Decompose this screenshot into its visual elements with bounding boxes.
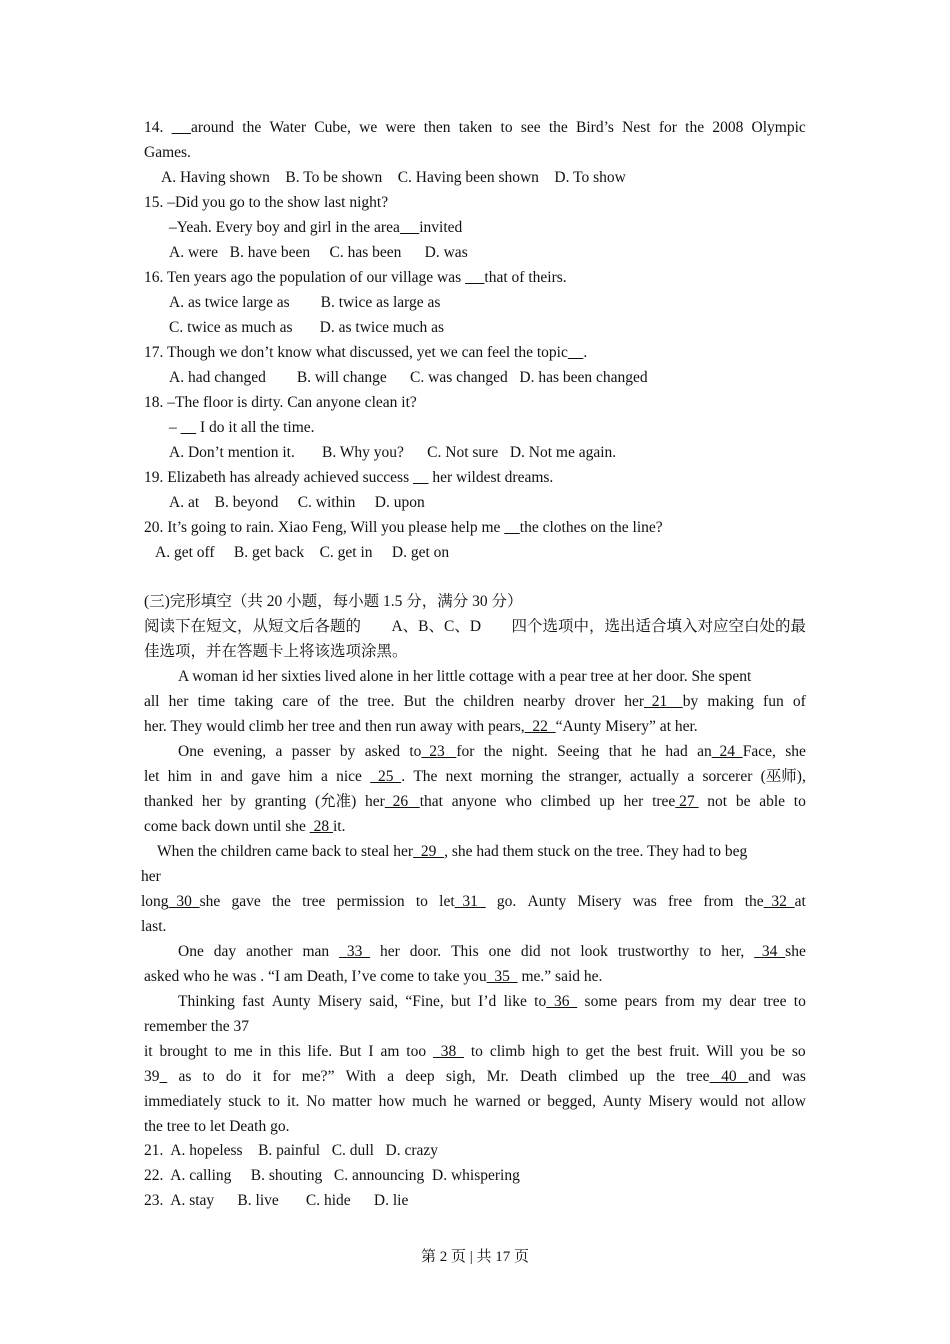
text-line: 15. –Did you go to the show last night?: [144, 194, 389, 211]
word: man: [302, 943, 330, 960]
answer-blank: 33: [339, 943, 371, 960]
word: him: [288, 768, 313, 785]
word: allow: [771, 1093, 806, 1110]
word: deep: [405, 1068, 435, 1085]
word: gave: [251, 768, 281, 785]
word: children: [463, 693, 515, 710]
text-line: [144, 767, 806, 787]
word: too: [406, 1043, 427, 1060]
text-line: 20. It’s going to rain. Xiao Feng, Will you please help me the clothes on the line?: [144, 519, 663, 536]
text-line: – I do it all the time.: [169, 419, 315, 436]
text-line: A woman id her sixties lived alone in her little cottage with a pear tree at her door. She spent: [178, 668, 752, 685]
text-line: [144, 692, 806, 712]
text-line: asked who he was . “I am Death, I’ve come to take you 35 me.” said he.: [144, 968, 603, 985]
text-line: 19. Elizabeth has already achieved success her wildest dreams.: [144, 469, 554, 486]
text-line: A. as twice large as B. twice as large as: [169, 294, 441, 311]
word: or: [527, 1093, 541, 1110]
text-line: (三)完形填空（共 20 小题，每小题 1.5 分，满分 30 分）: [144, 593, 523, 610]
word: let 31: [439, 893, 486, 910]
text-line: A. Don’t mention it. B. Why you? C. Not sure D. Not me again.: [169, 444, 617, 461]
word: would: [699, 1093, 738, 1110]
word: it.: [286, 1093, 300, 1110]
word: able: [759, 793, 786, 810]
word: tree 40 and: [686, 1068, 771, 1085]
word: to: [699, 943, 712, 960]
word: the: [271, 893, 291, 910]
word: to: [415, 893, 428, 910]
word: and: [220, 768, 243, 785]
text-line: A. at B. beyond C. within D. upon: [169, 494, 425, 511]
text-line: A. had changed B. will change C. was changed D. has been changed: [169, 369, 648, 386]
word: sorcerer: [702, 768, 753, 785]
word: fun: [763, 693, 784, 710]
word: her,: [721, 943, 745, 960]
word: by: [339, 743, 356, 760]
word: high: [532, 1043, 560, 1060]
answer-blank: 23: [421, 743, 457, 760]
word: granting: [254, 793, 307, 810]
word: do: [225, 1068, 242, 1085]
word: we: [359, 119, 378, 136]
answer-blank: 31: [454, 893, 486, 910]
word: a: [687, 768, 695, 785]
word: how: [378, 1093, 406, 1110]
word: to: [470, 1043, 483, 1060]
word: sigh,: [445, 1068, 476, 1085]
answer-blank: 28: [309, 818, 333, 835]
word: nice: [336, 768, 362, 785]
word: Aunty: [527, 893, 567, 910]
text-line: A. Having shown B. To be shown C. Having been shown D. To show: [161, 169, 626, 186]
word: of: [317, 693, 331, 710]
text-line: [178, 992, 806, 1012]
word: a: [320, 768, 328, 785]
word: fast: [242, 993, 265, 1010]
word: some: [584, 993, 618, 1010]
word: me: [233, 1043, 253, 1060]
text-line: –Yeah. Every boy and girl in the area invited: [169, 219, 463, 236]
text-line: A. get off B. get back C. get in D. get on: [155, 544, 450, 561]
word: No: [306, 1093, 326, 1110]
word: am: [380, 1043, 400, 1060]
word: to: [267, 1093, 281, 1110]
word: the: [435, 693, 455, 710]
word: said,: [369, 993, 399, 1010]
word: 39: [144, 1067, 167, 1087]
answer-blank: 29: [413, 843, 445, 860]
word: my: [702, 993, 722, 1010]
word: all: [144, 693, 160, 710]
word: Seeing: [557, 743, 600, 760]
word: permission: [336, 893, 405, 910]
text-line: [144, 792, 806, 812]
word: tree: [763, 993, 787, 1010]
answer-blank: 24: [711, 743, 743, 760]
text-line: come back down until she 28 it.: [144, 818, 346, 835]
word: begged,: [547, 1093, 596, 1110]
text-line: 22. A. calling B. shouting C. announcing D. whispering: [144, 1167, 520, 1184]
word: matter: [332, 1093, 372, 1110]
text-line: [144, 617, 806, 637]
word: 四个选项中，选出适合填入对应空白处的最: [511, 618, 806, 635]
word: Bird’s: [576, 119, 614, 136]
word: day: [213, 943, 237, 960]
text-line: 17. Though we don’t know what discussed, yet we can feel the topic .: [144, 344, 588, 361]
word: another: [246, 943, 293, 960]
word: passer: [291, 743, 331, 760]
word: it: [252, 1068, 262, 1085]
page-footer: 第 2 页 | 共 17 页: [420, 1249, 529, 1265]
word: climb: [489, 1043, 526, 1060]
word: drover: [574, 693, 616, 710]
answer-blank: 32: [763, 893, 795, 910]
word: next: [445, 768, 473, 785]
word: brought: [159, 1043, 208, 1060]
word: Olympic: [751, 119, 806, 136]
text-line: [144, 118, 806, 138]
word: thanked: [144, 793, 194, 810]
answer-blank: 40: [709, 1068, 749, 1085]
word: time: [197, 693, 226, 710]
word: in: [259, 1043, 272, 1060]
word: With: [345, 1068, 377, 1085]
word: the 32 at: [744, 893, 806, 910]
word: A、B、C、D: [391, 618, 482, 635]
word: the: [339, 693, 359, 710]
word: door.: [409, 943, 442, 960]
text-line: Games.: [144, 144, 191, 161]
word: pears: [624, 993, 658, 1010]
word: morning: [480, 768, 534, 785]
word: not: [707, 793, 728, 810]
word: warned: [474, 1093, 521, 1110]
word: the: [685, 119, 705, 136]
word: [339, 942, 370, 962]
answer-blank: 25: [370, 768, 402, 785]
word: evening,: [213, 743, 267, 760]
word: to: [214, 1043, 227, 1060]
text-line: last.: [141, 918, 167, 935]
word: from: [703, 893, 734, 910]
word: best: [637, 1043, 663, 1060]
answer-blank: [504, 519, 520, 536]
text-line: C. twice as much as D. as twice much as: [169, 319, 445, 336]
word: actually: [630, 768, 680, 785]
word: This: [451, 943, 479, 960]
word: fruit.: [668, 1043, 700, 1060]
text-line: 18. –The floor is dirty. Can anyone clean it?: [144, 394, 417, 411]
word: Aunty: [271, 993, 311, 1010]
text-line: When the children came back to steal her 29 , she had them stuck on the tree. They had to beg: [157, 843, 748, 860]
word: he: [641, 743, 656, 760]
word: 14.: [144, 119, 164, 136]
word: be: [735, 793, 751, 810]
answer-blank: 26: [384, 793, 420, 810]
word: not: [550, 943, 571, 960]
answer-blank: 36: [546, 993, 578, 1010]
word: the: [656, 1068, 676, 1085]
word: Misery: [317, 993, 362, 1010]
word: up: [599, 793, 615, 810]
word: (巫师),: [760, 768, 806, 785]
word: 25 .: [370, 768, 406, 785]
word: you: [740, 1043, 764, 1060]
word: [433, 1042, 464, 1062]
word: tree 27: [652, 793, 699, 810]
word: of: [792, 693, 806, 710]
word: let: [144, 768, 160, 785]
word: to: [500, 119, 513, 136]
text-line: [178, 742, 806, 762]
word: her: [201, 793, 222, 810]
word: it: [144, 1043, 153, 1060]
word: to 36: [534, 993, 578, 1010]
word: get: [585, 1043, 605, 1060]
word: climbed: [568, 1068, 619, 1085]
text-line: remember the 37: [144, 1018, 250, 1035]
text-line: [141, 892, 806, 912]
word: her: [168, 693, 189, 710]
text-line: [144, 1042, 806, 1062]
word: stuck: [228, 1093, 262, 1110]
text-line: 23. A. stay B. live C. hide D. lie: [144, 1192, 409, 1209]
word: care: [282, 693, 309, 710]
word: I’d: [478, 993, 497, 1010]
word: 34 she: [754, 943, 806, 960]
word: an 24 Face,: [697, 743, 776, 760]
word: up: [629, 1068, 645, 1085]
word: her: [380, 943, 400, 960]
word: look: [580, 943, 608, 960]
word: one: [488, 943, 511, 960]
word: 阅读下在短文，从短文后各题的: [144, 618, 362, 635]
word: But: [339, 1043, 362, 1060]
word: One: [178, 943, 204, 960]
word: trustworthy: [617, 943, 690, 960]
word: The: [413, 768, 438, 785]
word: Aunty: [602, 1093, 642, 1110]
text-line: her. They would climb her tree and then run away with pears, 22 “Aunty Misery” at her.: [144, 718, 698, 735]
word: anyone: [451, 793, 497, 810]
answer-blank: [160, 1068, 168, 1085]
text-line: A. were B. have been C. has been D. was: [169, 244, 468, 261]
word: Water: [269, 119, 307, 136]
answer-blank: [181, 419, 197, 436]
word: around: [172, 118, 234, 138]
word: like: [503, 993, 527, 1010]
answer-blank: 30: [168, 893, 200, 910]
word: much: [412, 1093, 447, 1110]
text-line: 16. Ten years ago the population of our village was that of theirs.: [144, 269, 567, 286]
word: was: [781, 1068, 806, 1085]
word: long 30 she: [141, 893, 221, 910]
word: free: [668, 893, 693, 910]
word: Death: [519, 1068, 557, 1085]
word: her 26 that: [365, 793, 443, 810]
answer-blank: [568, 344, 584, 361]
word: nearby: [523, 693, 566, 710]
answer-blank: 34: [754, 943, 786, 960]
word: Misery: [577, 893, 622, 910]
text-line: [144, 1092, 806, 1112]
word: One: [178, 743, 204, 760]
word: But: [403, 693, 427, 710]
word: night.: [512, 743, 548, 760]
text-line: 21. A. hopeless B. painful C. dull D. crazy: [144, 1142, 439, 1159]
word: Thinking: [178, 993, 235, 1010]
text-line: [144, 1067, 806, 1087]
word: to: [202, 1068, 215, 1085]
word: not: [744, 1093, 765, 1110]
word: taking: [234, 693, 274, 710]
word: life.: [307, 1043, 333, 1060]
answer-blank: [465, 269, 484, 286]
word: to: [793, 993, 806, 1010]
text-line: the tree to let Death go.: [144, 1118, 290, 1135]
answer-blank: 22: [524, 718, 556, 735]
text-line: [178, 942, 806, 962]
word: “Fine,: [405, 993, 444, 1010]
word: this: [278, 1043, 301, 1060]
word: her: [623, 793, 644, 810]
word: a: [387, 1068, 395, 1085]
word: immediately: [144, 1093, 222, 1110]
word: me?”: [301, 1068, 335, 1085]
word: he: [453, 1093, 469, 1110]
word: to 23 for: [409, 743, 475, 760]
word: she: [785, 743, 806, 760]
word: as: [178, 1068, 192, 1085]
word: by: [230, 793, 246, 810]
word: making: [707, 693, 754, 710]
word: stranger,: [568, 768, 622, 785]
word: see: [520, 119, 541, 136]
word: Mr.: [486, 1068, 509, 1085]
word: tree.: [367, 693, 395, 710]
word: did: [520, 943, 541, 960]
answer-blank: [172, 119, 191, 136]
word: for: [272, 1068, 291, 1085]
answer-blank: 21: [643, 693, 683, 710]
word: (允准): [314, 793, 357, 810]
word: so: [791, 1043, 806, 1060]
word: was: [632, 893, 657, 910]
word: that: [608, 743, 632, 760]
word: I: [368, 1043, 374, 1060]
word: Cube,: [314, 119, 351, 136]
word: Nest: [622, 119, 651, 136]
word: who: [505, 793, 532, 810]
word: tree: [302, 893, 326, 910]
word: to: [793, 793, 806, 810]
word: then: [423, 119, 451, 136]
answer-blank: 35: [486, 968, 518, 985]
word: the: [541, 768, 561, 785]
text-line: her: [141, 868, 161, 885]
word: the: [611, 1043, 631, 1060]
answer-blank: [413, 469, 429, 486]
word: the: [548, 119, 568, 136]
word: dear: [729, 993, 756, 1010]
word: for: [658, 119, 677, 136]
answer-blank: 38: [432, 1043, 464, 1060]
word: Will: [706, 1043, 734, 1060]
word: be: [770, 1043, 785, 1060]
word: but: [451, 993, 471, 1010]
word: in: [200, 768, 213, 785]
word: to: [566, 1043, 579, 1060]
word: the: [483, 743, 503, 760]
word: Misery: [648, 1093, 693, 1110]
word: from: [664, 993, 695, 1010]
answer-blank: 27: [675, 793, 699, 810]
word: go.: [496, 893, 517, 910]
word: were: [385, 119, 416, 136]
word: asked: [364, 743, 401, 760]
word: gave: [231, 893, 261, 910]
word: had: [665, 743, 688, 760]
word: taken: [458, 119, 493, 136]
word: him: [167, 768, 192, 785]
word: her 21 by: [624, 693, 699, 710]
word: a: [275, 743, 283, 760]
answer-blank: [400, 219, 419, 236]
word: the: [242, 119, 262, 136]
text-line: 佳选项，并在答题卡上将该选项涂黑。: [144, 643, 408, 660]
word: 2008: [712, 119, 744, 136]
word: climbed: [540, 793, 591, 810]
